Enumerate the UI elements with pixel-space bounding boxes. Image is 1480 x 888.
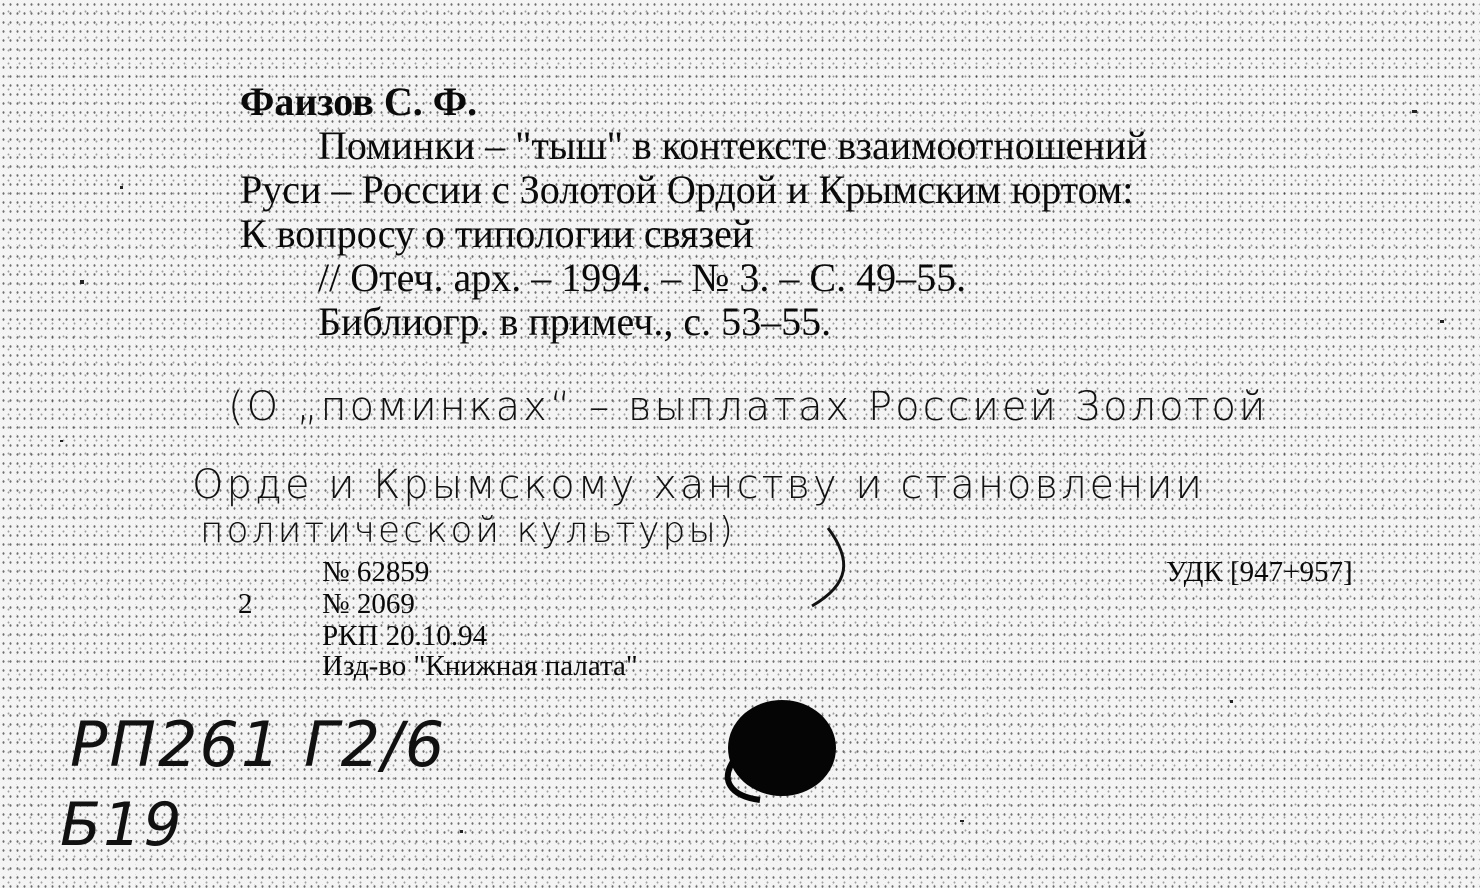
handwritten-annotation-line-2: Орде и Крымскому ханству и становлении xyxy=(192,462,1205,508)
udk-classification: УДК [947+957] xyxy=(1166,556,1353,588)
source-citation: // Отеч. арх. – 1994. – № 3. – С. 49–55. xyxy=(318,255,967,300)
record-number-1: № 62859 xyxy=(322,556,430,588)
title-line-1: Поминки – "тыш" в контексте взаимоотношений xyxy=(318,123,1148,168)
publisher: Изд-во "Книжная палата" xyxy=(322,650,638,682)
shelf-mark-line-1: РП261 Г2/6 xyxy=(70,708,447,781)
punch-hole xyxy=(728,700,836,796)
rkp-date: РКП 20.10.94 xyxy=(322,620,488,652)
closing-bracket-stroke xyxy=(812,528,844,606)
handwritten-annotation-line-3: политической культуры) xyxy=(200,510,736,551)
title-line-2: Руси – России с Золотой Ордой и Крымским юртом: xyxy=(240,167,1134,212)
copies-count: 2 xyxy=(238,588,253,620)
shelf-mark-line-2: Б19 xyxy=(60,790,184,860)
bibliography-note: Библиогр. в примеч., с. 53–55. xyxy=(318,299,832,344)
author-name: Фаизов С. Ф. xyxy=(240,79,478,124)
record-number-2: № 2069 xyxy=(322,588,415,620)
handwritten-annotation-line-1: (О „поминках“ – выплатах Россией Золотой xyxy=(228,384,1269,430)
title-line-3: К вопросу о типологии связей xyxy=(240,211,754,256)
